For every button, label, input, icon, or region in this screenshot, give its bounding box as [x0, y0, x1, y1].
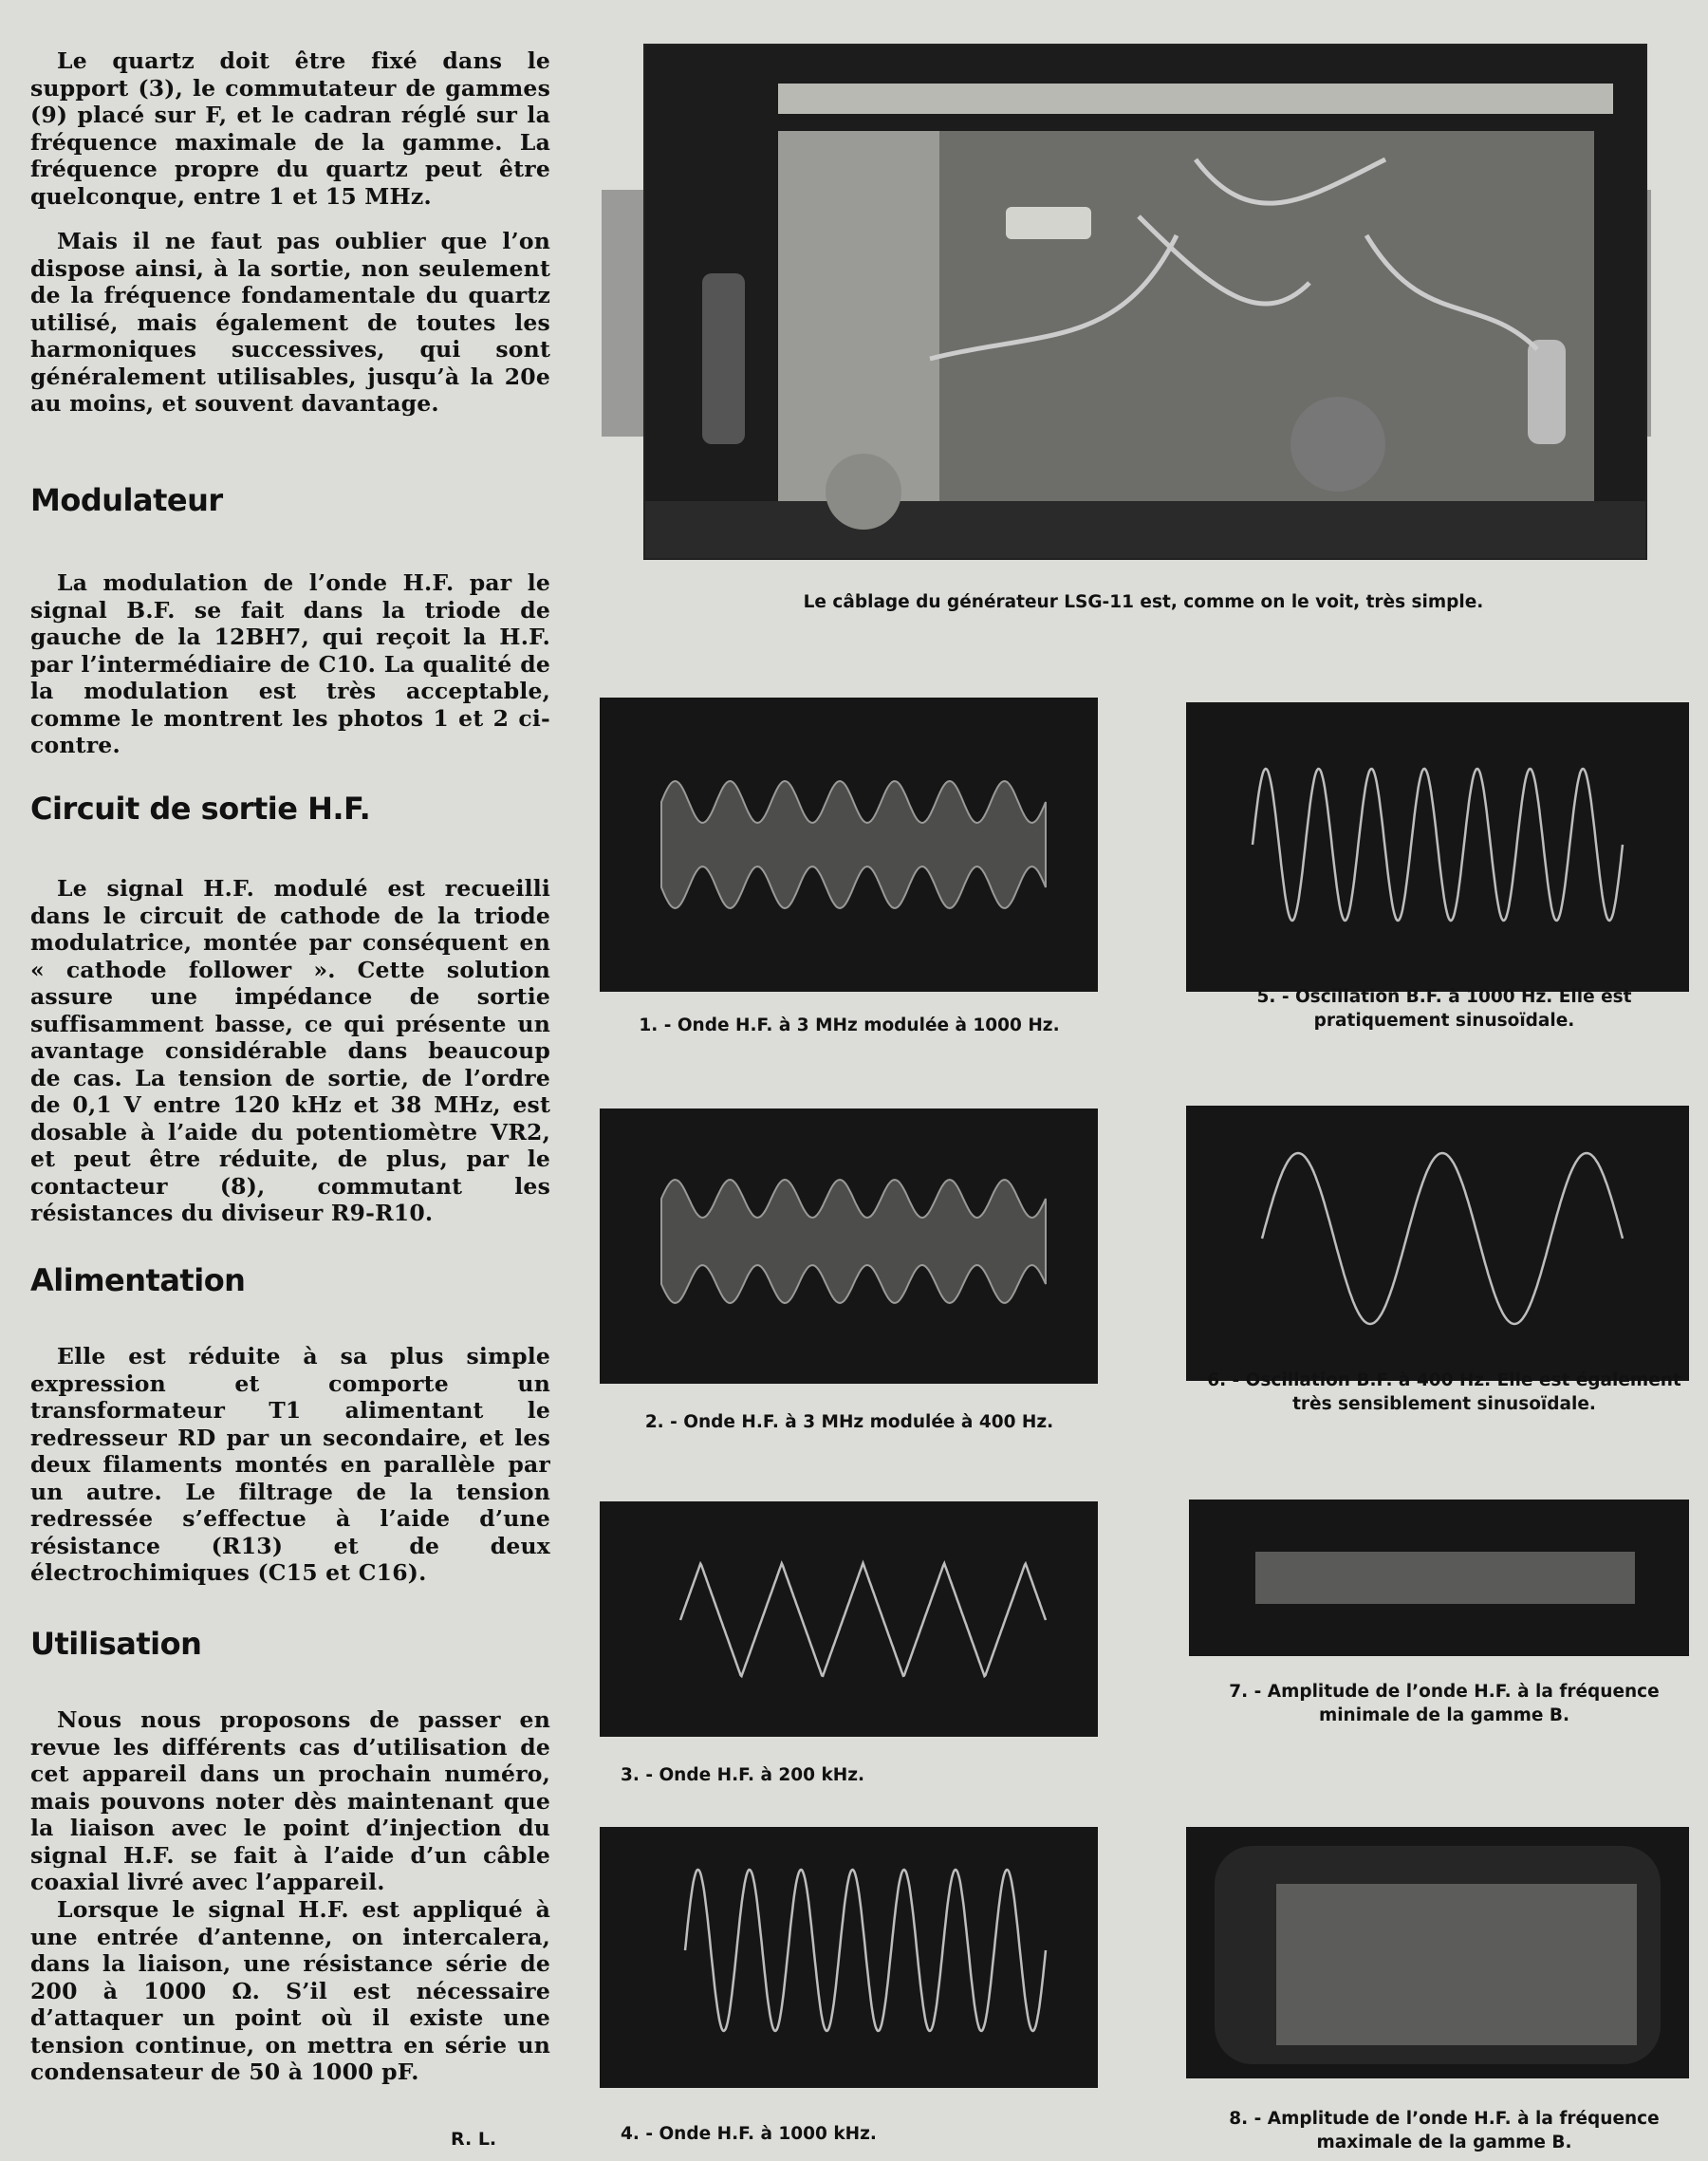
- caption-4: 4. - Onde H.F. à 1000 kHz.: [621, 2124, 877, 2144]
- heading-alimentation: Alimentation: [30, 1262, 246, 1298]
- caption-3: 3. - Onde H.F. à 200 kHz.: [621, 1765, 865, 1785]
- paragraph-modulation: La modulation de l’onde H.F. par le signal B.F. se fait dans la triode de gauche de la 12BH7, qui reçoit la H.F. par l’intermédiaire de C10. La qualité de la modulation est très acceptable, comme le montrent les photos 1 et 2 ci-contre.: [30, 569, 550, 758]
- trace-icon: [1253, 769, 1623, 921]
- decorative-tab: [602, 190, 649, 437]
- paragraph-utilisation: Nous nous proposons de passer en revue les différents cas d’utilisation de cet appareil dans un prochain numéro, mais pouvons noter dès maintenant que la liaison avec le point d’injection du signal H.F. se fait à l’aide d’un câble coaxial livré avec l’appareil.: [30, 1706, 550, 1895]
- heading-modulateur: Modulateur: [30, 482, 223, 518]
- trace-icon: [680, 1563, 1046, 1676]
- scope-photo-6: [1186, 1106, 1689, 1381]
- scope-photo-5: [1186, 702, 1689, 992]
- paragraph-quartz: Le quartz doit être fixé dans le support (3), le commutateur de gammes (9) placé sur F, et le cadran réglé sur la fréquence maximale de la gamme. La fréquence propre du quartz peut être quelconque, entre 1 et 15 MHz.: [30, 47, 550, 210]
- caption-8: 8. - Amplitude de l’onde H.F. à la fréquence maximale de la gamme B.: [1229, 2109, 1660, 2152]
- trace-icon: [1262, 1153, 1623, 1324]
- caption-7: 7. - Amplitude de l’onde H.F. à la fréquence minimale de la gamme B.: [1229, 1682, 1660, 1725]
- paragraph-antenne: Lorsque le signal H.F. est appliqué à une entrée d’antenne, on intercalera, dans la liaison, une résistance série de 200 à 1000 Ω. S’il est nécessaire d’attaquer un point où il existe une tension continue, on mettra en série un condensateur de 50 à 1000 pF.: [30, 1896, 550, 2085]
- paragraph-alimentation: Elle est réduite à sa plus simple expression et comporte un transformateur T1 alimentant le redresseur RD par un secondaire, et les deux filaments montés en parallèle par un autre. Le filtrage de la tension redressée s’effectue à l’aide d’une résistance (R13) et de deux électrochimiques (C15 et C16).: [30, 1343, 550, 1586]
- wiring-photo-caption: Le câblage du générateur LSG-11 est, comme on le voit, très simple.: [803, 592, 1484, 612]
- heading-utilisation: Utilisation: [30, 1626, 202, 1662]
- heading-circuit-sortie: Circuit de sortie H.F.: [30, 791, 371, 827]
- caption-5: 5. - Oscillation B.F. à 1000 Hz. Elle est pratiquement sinusoïdale.: [1256, 987, 1632, 1031]
- scope-photo-4: [600, 1827, 1098, 2088]
- scope-photo-1: [600, 698, 1098, 992]
- signature: R. L.: [451, 2129, 497, 2150]
- paragraph-sortie: Le signal H.F. modulé est recueilli dans le circuit de cathode de la triode modulatrice, montée par conséquent en « cathode follower ». Cette solution assure une impédance de sortie suffisamment basse, ce qui présente un avantage considérable dans beaucoup de cas. La tension de sortie, de l’ordre de 0,1 V entre 120 kHz et 38 MHz, est dosable à l’aide du potentiomètre VR2, et peut être réduite, de plus, par le contacteur (8), commutant les résistances du diviseur R9-R10.: [30, 875, 550, 1226]
- caption-2: 2. - Onde H.F. à 3 MHz modulée à 400 Hz.: [644, 1412, 1054, 1432]
- scope-photo-8: [1186, 1827, 1689, 2078]
- scope-photo-3: [600, 1501, 1098, 1737]
- paragraph-harmoniques: Mais il ne faut pas oublier que l’on dispose ainsi, à la sortie, non seulement de la fréquence fondamentale du quartz utilisé, mais également de toutes les harmoniques successives, qui sont généralement utilisables, jusqu’à la 20e au moins, et souvent davantage.: [30, 228, 550, 417]
- wiring-photo: [643, 44, 1647, 560]
- caption-6: 6. - Oscillation B.F. à 400 Hz. Elle est également très sensiblement sinusoïdale.: [1207, 1370, 1681, 1414]
- caption-1: 1. - Onde H.F. à 3 MHz modulée à 1000 Hz.: [639, 1015, 1060, 1035]
- scope-photo-7: [1189, 1500, 1689, 1656]
- scope-photo-2: [600, 1108, 1098, 1384]
- trace-icon: [685, 1870, 1046, 2031]
